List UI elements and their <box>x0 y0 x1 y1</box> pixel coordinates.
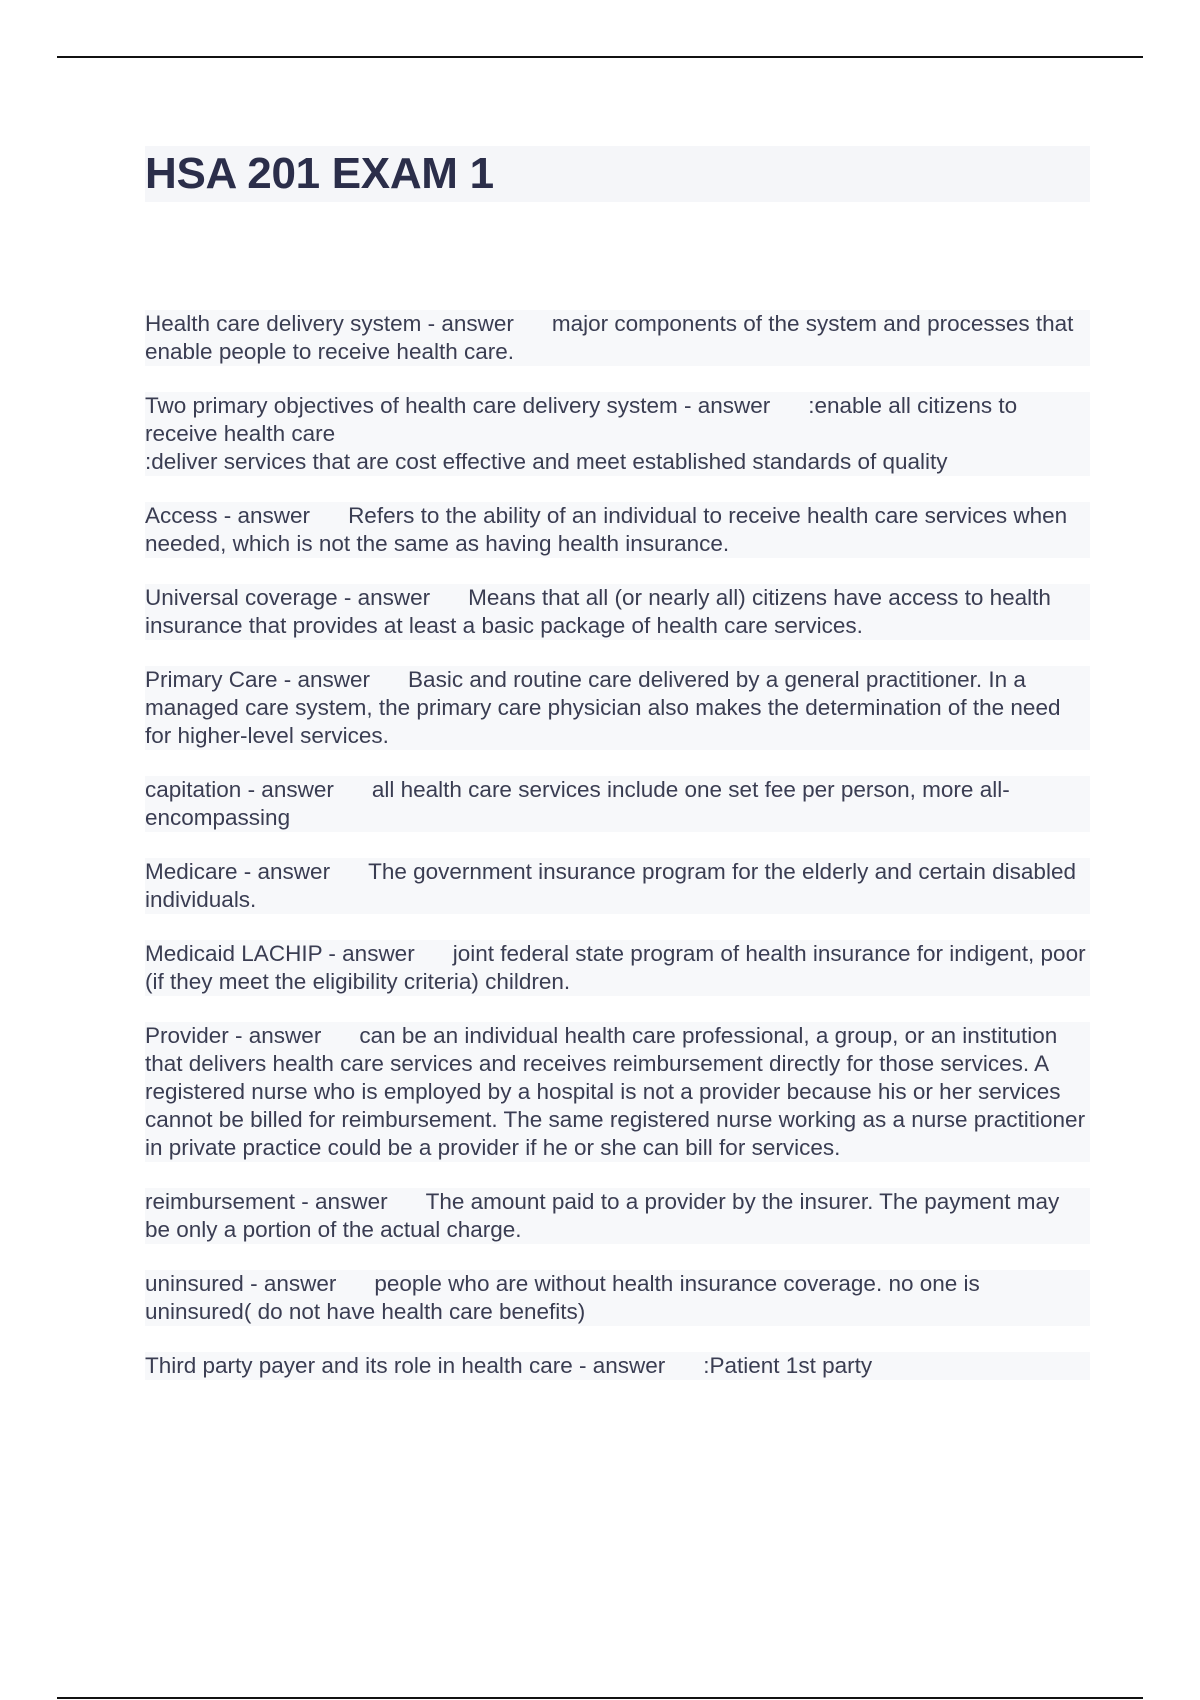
qa-definition: Basic and routine care delivered by a general practitioner. In a managed care system, the primary care physician also makes the determination of the need for higher-level services. <box>145 667 1067 748</box>
qa-term: capitation - answer <box>145 777 334 802</box>
qa-list <box>145 310 1090 1406</box>
qa-entry <box>145 776 1090 832</box>
qa-entry <box>145 666 1090 750</box>
qa-term: Medicare - answer <box>145 859 331 884</box>
qa-definition: all health care services include one set fee per person, more all-encompassing <box>145 777 1010 830</box>
title-block <box>145 146 1090 202</box>
qa-definition-line2: :deliver services that are cost effective and meet established standards of quality <box>145 449 948 474</box>
qa-entry <box>145 392 1090 476</box>
qa-term: reimbursement - answer <box>145 1189 388 1214</box>
qa-definition: joint federal state program of health insurance for indigent, poor (if they meet the eligibility criteria) children. <box>145 941 1092 994</box>
qa-entry <box>145 858 1090 914</box>
qa-term: Third party payer and its role in health care - answer <box>145 1353 666 1378</box>
qa-definition: Refers to the ability of an individual to receive health care services when needed, which is not the same as having health insurance. <box>145 503 1074 556</box>
qa-entry <box>145 310 1090 366</box>
qa-definition: can be an individual health care professional, a group, or an institution that delivers health care services and receives reimbursement directly for those services. A registered nurse who is employed by a hospital is not a provider because his or her services cannot be billed for reimbursement. The same registered nurse working as a nurse practitioner in private practice could be a provider if he or she can bill for services. <box>145 1023 1092 1160</box>
qa-entry <box>145 584 1090 640</box>
page-title: HSA 201 EXAM 1 <box>145 149 494 198</box>
qa-entry <box>145 502 1090 558</box>
qa-term: Access - answer <box>145 503 311 528</box>
qa-definition: people who are without health insurance coverage. no one is uninsured( do not have health care benefits) <box>145 1271 987 1324</box>
qa-definition: major components of the system and processes that enable people to receive health care. <box>145 311 1080 364</box>
qa-term: Provider - answer <box>145 1023 322 1048</box>
qa-term: Primary Care - answer <box>145 667 371 692</box>
qa-term: Health care delivery system - answer <box>145 311 514 336</box>
top-rule <box>57 56 1143 58</box>
qa-definition: The government insurance program for the elderly and certain disabled individuals. <box>145 859 1083 912</box>
qa-definition: :enable all citizens to receive health care <box>145 393 1024 446</box>
qa-definition: Means that all (or nearly all) citizens have access to health insurance that provides at least a basic package of health care services. <box>145 585 1058 638</box>
qa-term: uninsured - answer <box>145 1271 337 1296</box>
qa-definition: The amount paid to a provider by the insurer. The payment may be only a portion of the actual charge. <box>145 1189 1066 1242</box>
qa-term: Two primary objectives of health care delivery system - answer <box>145 393 771 418</box>
qa-term: Universal coverage - answer <box>145 585 431 610</box>
qa-entry <box>145 940 1090 996</box>
qa-entry <box>145 1352 1090 1380</box>
bottom-rule <box>57 1697 1143 1699</box>
qa-entry <box>145 1270 1090 1326</box>
qa-entry <box>145 1188 1090 1244</box>
qa-definition: :Patient 1st party <box>703 1353 873 1378</box>
qa-entry <box>145 1022 1090 1162</box>
qa-term: Medicaid LACHIP - answer <box>145 941 415 966</box>
